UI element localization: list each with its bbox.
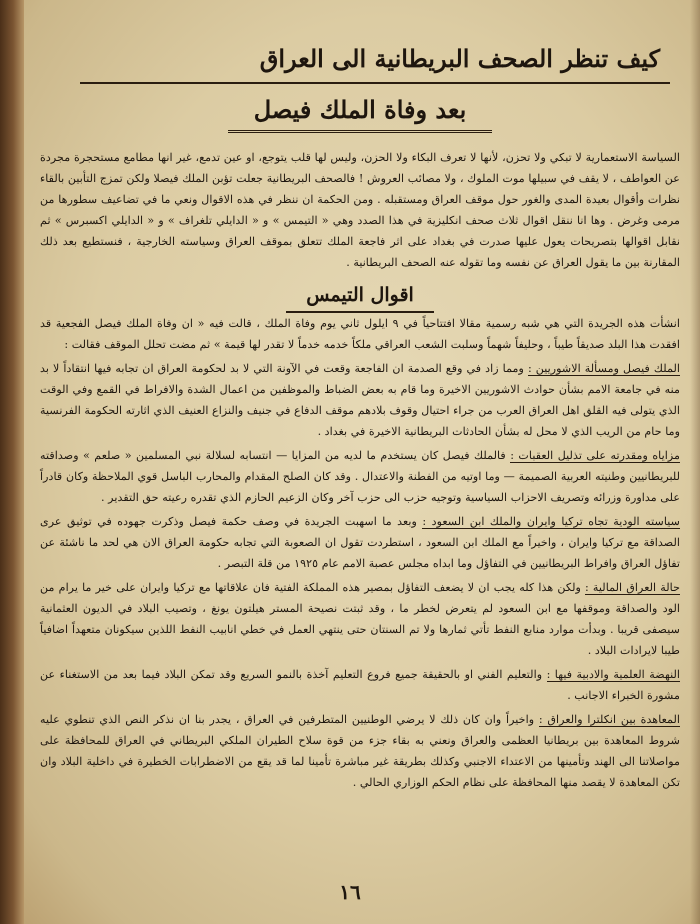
paragraph-text: واخيراً وان كان ذلك لا يرضي الوطنيين المتطرفين في العراق ، يجدر بنا ان نذكر النص الذي تنطوي عليه شروط المعاهدة بين بريطانيا العظمى والعراق ونعني به بقاء جزء من قوة سلاح الطيران الملكي البريطاني في العراق للمحافظة على مواصلاتنا الى الهند وتأمينها من الاعتداء الاجنبي وكذلك بطريقة غير مباشرة تأمينا لما قد يقع من الاضطرابات الخطيرة في داخلية البلاد وان تكن المعاهدة لا يقصد منها المحافظة على نظام الحكم الوزاري الحالي .: [40, 713, 680, 789]
article-subtitle: بعد وفاة الملك فيصل: [228, 94, 493, 133]
paragraph-lead: سياسته الودية تجاه تركيا وايران والملك ابن السعود :: [422, 515, 681, 528]
book-binding: [0, 0, 24, 924]
paragraph-lead: مزاياه ومقدرته على تذليل العقبات :: [510, 449, 680, 462]
paragraph-text: انشأت هذه الجريدة التي هي شبه رسمية مقالا افتتاحياً في ٩ ايلول ثاني يوم وفاة الملك ، قالت فيه « ان وفاة الملك فيصل الفجعية قد افقدت هذا البلد صديقاً طيباً ، وحليفاً شهماً وسلبت الشعب العراقي ملكاً خدمه خدماً لا تقدر لها قيمة » ثم مضت تحلل الموقف فقالت :: [40, 317, 680, 351]
paragraph-opening: [40, 313, 680, 355]
section-heading: اقوال التيمس: [286, 281, 434, 313]
paragraph-qualities: [40, 445, 680, 508]
paragraph-text: ومما زاد في وقع الصدمة ان الفاجعة وقعت في الآونة التي لا بد لحكومة العراق ان تجابه فيها انتقاداً لا بد منه في جامعة الامم بشأن حوادث الاشوريين الاخيرة وما قام به بعض الضباط والموظفين من اعمال الشدة والافراط في القمع وفي الوقت الذي يتولى فيه القلق اهل العراق العرب من جراء احتيال وقوف بلادهم موقف الدفاع في جنيف والنزاع العنيف الذي اثارته الحكومة الفرنسية وما حام من الريب الذي لا محل له بشأن الحادثات البريطانية الاخيرة في بغداد .: [40, 362, 680, 438]
page-edge: [690, 0, 700, 924]
paragraph-lead: المعاهدة بين انكلترا والعراق :: [538, 713, 681, 726]
paragraph-education: [40, 664, 680, 706]
section-heading-wrapper: [40, 281, 680, 313]
article: [40, 30, 680, 796]
paragraph-text: وبعد ما اسهبت الجريدة في وصف حكمة فيصل وذكرت جهوده في توثيق عرى الصداقة مع تركيا وايران ، واخيراً مع الملك ابن السعود ، استطردت تقول ان الصعوبة التي تجابه حكومة العراق الان هي لحد ما ناشئة عن تفاؤل العراق وافراط البريطانيين في التفاؤل وما ابداه مجلس عصبة الامم عام ١٩٢٥ من قلة التبصر .: [40, 515, 680, 570]
subtitle-wrapper: [40, 94, 680, 133]
intro-paragraph: السياسة الاستعمارية لا تبكي ولا تحزن، لأنها لا تعرف البكاء ولا الحزن، وليس لها قلب يتوجع، او عين تدمع، غير انها مطامع مستحجرة مجردة عن العواطف ، لا يقف في سبيلها موت الملوك ، ولا مصائب العروش ! فالصحف البريطانية جعلت تؤبن الملك فيصلا ولكن تمزج التأبين بالقاء نظرات وأقوال بعيدة المدى والغور حول موقف العراق ومستقبله . ومن الحكمة ان ننظر في هذه الاقوال ونعي ما في تضاعيف سطورها من مرمى وغرض . وها انا ننقل اقوال ثلاث صحف انكليزية في هذا الصدد وهي « التيمس » و « الدايلي تلغراف » و « الدايلي اكسبرس » ثم نقابل اقوالها بتصريحات يعول عليها صدرت في بغداد على اثر فاجعة الملك تتعلق بموقف العراق وسياسته الخارجية ، فنستطيع بعد ذلك المقارنة بين ما يقول العراق عن نفسه وما تقوله عنه الصحف البريطانية .: [40, 151, 680, 269]
paragraph-text: فالملك فيصل كان يستخدم ما لديه من المزايا — انتسابه لسلالة نبي المسلمين « صلعم » وصداقته للبريطانيين وطنيته العربية الصميمة — وما اوتيه من الفطنة والاعتدال . وقد كان الصلح المقدام والمحارب الباسل قوي الملاحظة وكان قادراً على مداورة وزرائه وتصريف الاحزاب السياسية وتوجيه حزب الى حزب آخر وكان الزعيم الحازم الذي تقدره رعيته حق التقدير .: [40, 449, 680, 504]
paragraph-foreign-policy: [40, 511, 680, 574]
header-divider: [80, 82, 670, 84]
paragraph-lead: النهضة العلمية والادبية فيها :: [546, 668, 680, 681]
paragraph-finance: [40, 577, 680, 661]
page-number: ١٦: [339, 880, 361, 904]
paragraph-assyrians: [40, 358, 680, 442]
paragraph-text: ولكن هذا كله يجب ان لا يضعف التفاؤل بمصير هذه المملكة الفتية فان علاقاتها مع تركيا وايران على خير ما يرام من الود والصداقة وموقفها مع ابن السعود لم يتعرض لخطر ما ، وقد ثبتت نصيحة المستر هيلتون يونغ ، وتصيب البلاد في الديون العثمانية سيصفى قريبا . وبدأت موارد منابع النفط تأتي ثمارها ولا تم السنتان حتى ينتهي العمل في خطي انابيب النفط اللذين سيكونان متعهداً اضافياً طيبا لايرادات البلاد .: [40, 581, 680, 657]
paragraph-lead: الملك فيصل ومسألة الاشوريين :: [527, 362, 680, 375]
paragraph-treaty: [40, 709, 680, 793]
paragraph-text: والتعليم الفني او بالحقيقة جميع فروع التعليم آخذة بالنمو السريع وقد تمكن البلاد فيما بعد من الاستغناء عن مشورة الخبراء الاجانب .: [40, 668, 680, 702]
paragraph-lead: حالة العراق المالية :: [585, 581, 680, 594]
article-header-title: كيف تنظر الصحف البريطانية الى العراق: [259, 44, 660, 73]
